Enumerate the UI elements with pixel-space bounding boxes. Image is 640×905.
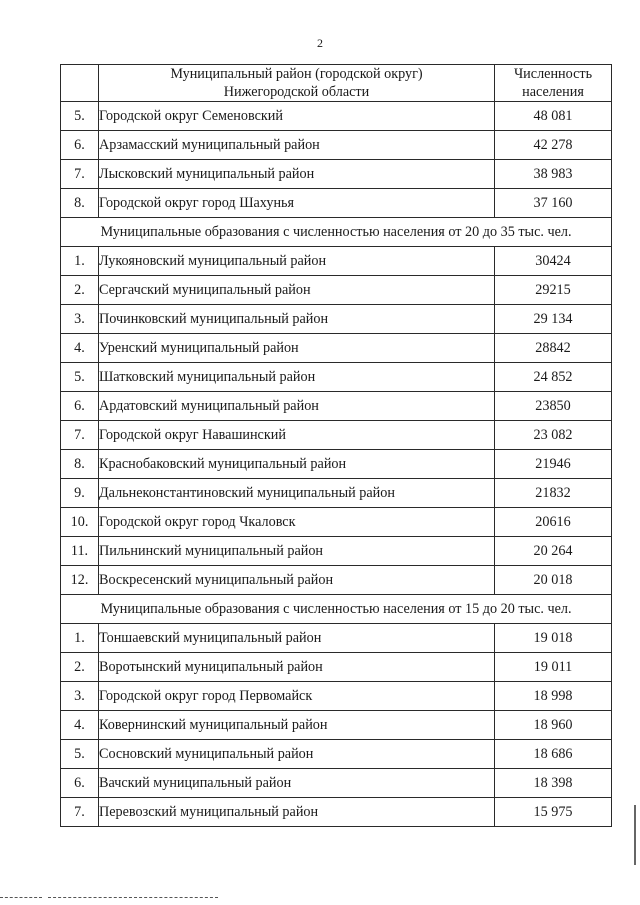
row-number: 2.	[61, 276, 99, 305]
row-name: Лукояновский муниципальный район	[99, 247, 495, 276]
table-row	[61, 479, 612, 508]
row-population: 29215	[495, 276, 612, 305]
row-population: 20616	[495, 508, 612, 537]
row-number: 11.	[61, 537, 99, 566]
row-population: 38 983	[495, 160, 612, 189]
table-row	[61, 305, 612, 334]
row-population: 19 018	[495, 624, 612, 653]
row-number: 1.	[61, 624, 99, 653]
row-name: Арзамасский муниципальный район	[99, 131, 495, 160]
table-header	[61, 65, 612, 102]
row-number: 5.	[61, 363, 99, 392]
row-population: 24 852	[495, 363, 612, 392]
table-row	[61, 769, 612, 798]
row-population: 21946	[495, 450, 612, 479]
row-name: Краснобаковский муниципальный район	[99, 450, 495, 479]
row-population: 28842	[495, 334, 612, 363]
scan-dash-line-left	[0, 897, 42, 898]
row-population: 20 018	[495, 566, 612, 595]
row-population: 18 998	[495, 682, 612, 711]
header-pop-line2: населения	[522, 84, 584, 100]
header-num-cell	[61, 65, 99, 102]
row-number: 8.	[61, 189, 99, 218]
row-name: Городской округ город Чкаловск	[99, 508, 495, 537]
row-name: Сергачский муниципальный район	[99, 276, 495, 305]
row-number: 1.	[61, 247, 99, 276]
row-number: 10.	[61, 508, 99, 537]
row-population: 18 398	[495, 769, 612, 798]
table-row	[61, 247, 612, 276]
row-name: Сосновский муниципальный район	[99, 740, 495, 769]
row-population: 48 081	[495, 102, 612, 131]
row-number: 3.	[61, 682, 99, 711]
row-population: 42 278	[495, 131, 612, 160]
row-name: Лысковский муниципальный район	[99, 160, 495, 189]
row-name: Починковский муниципальный район	[99, 305, 495, 334]
table-row	[61, 189, 612, 218]
table-row	[61, 421, 612, 450]
row-number: 7.	[61, 798, 99, 827]
row-number: 3.	[61, 305, 99, 334]
section-row	[61, 595, 612, 624]
row-population: 30424	[495, 247, 612, 276]
table-row	[61, 653, 612, 682]
table-row	[61, 682, 612, 711]
row-name: Городской округ Навашинский	[99, 421, 495, 450]
row-name: Городской округ город Шахунья	[99, 189, 495, 218]
row-name: Тоншаевский муниципальный район	[99, 624, 495, 653]
row-name: Пильнинский муниципальный район	[99, 537, 495, 566]
table-row	[61, 740, 612, 769]
table-row	[61, 363, 612, 392]
table-row	[61, 566, 612, 595]
header-pop-line1: Численность	[513, 66, 593, 82]
table-row	[61, 798, 612, 827]
page-number: 2	[317, 36, 323, 50]
row-population: 18 686	[495, 740, 612, 769]
header-name-cell	[99, 65, 495, 102]
header-name-line1: Муниципальный район (городской округ)	[170, 66, 423, 82]
row-population: 21832	[495, 479, 612, 508]
row-population: 19 011	[495, 653, 612, 682]
section-title-15-20: Муниципальные образования с численностью населения от 15 до 20 тыс. чел.	[61, 595, 612, 624]
header-row	[61, 65, 612, 102]
row-population: 37 160	[495, 189, 612, 218]
row-name: Воротынский муниципальный район	[99, 653, 495, 682]
row-name: Перевозский муниципальный район	[99, 798, 495, 827]
header-pop-cell	[495, 65, 612, 102]
row-number: 6.	[61, 769, 99, 798]
table-row	[61, 276, 612, 305]
scan-edge-mark	[634, 805, 636, 865]
row-name: Воскресенский муниципальный район	[99, 566, 495, 595]
table-row	[61, 450, 612, 479]
table-row	[61, 334, 612, 363]
table-row	[61, 392, 612, 421]
row-name: Ардатовский муниципальный район	[99, 392, 495, 421]
table-row	[61, 160, 612, 189]
row-population: 18 960	[495, 711, 612, 740]
scan-dash-line-right	[48, 897, 218, 898]
row-name: Городской округ город Первомайск	[99, 682, 495, 711]
table-row	[61, 102, 612, 131]
row-number: 5.	[61, 740, 99, 769]
row-number: 2.	[61, 653, 99, 682]
section-row	[61, 218, 612, 247]
row-population: 20 264	[495, 537, 612, 566]
table-row	[61, 537, 612, 566]
row-name: Уренский муниципальный район	[99, 334, 495, 363]
row-number: 4.	[61, 334, 99, 363]
row-number: 7.	[61, 160, 99, 189]
row-name: Дальнеконстантиновский муниципальный район	[99, 479, 495, 508]
table-row	[61, 508, 612, 537]
row-number: 9.	[61, 479, 99, 508]
table-row	[61, 131, 612, 160]
table-row	[61, 624, 612, 653]
row-number: 7.	[61, 421, 99, 450]
header-name-line2: Нижегородской области	[223, 84, 370, 100]
row-number: 4.	[61, 711, 99, 740]
row-number: 5.	[61, 102, 99, 131]
row-name: Вачский муниципальный район	[99, 769, 495, 798]
row-number: 12.	[61, 566, 99, 595]
row-population: 23 082	[495, 421, 612, 450]
row-name: Ковернинский муниципальный район	[99, 711, 495, 740]
row-number: 6.	[61, 131, 99, 160]
row-number: 6.	[61, 392, 99, 421]
row-name: Шатковский муниципальный район	[99, 363, 495, 392]
section-title-20-35: Муниципальные образования с численностью населения от 20 до 35 тыс. чел.	[61, 218, 612, 247]
table-body	[61, 102, 612, 827]
table-row	[61, 711, 612, 740]
row-population: 29 134	[495, 305, 612, 334]
row-number: 8.	[61, 450, 99, 479]
row-population: 15 975	[495, 798, 612, 827]
row-name: Городской округ Семеновский	[99, 102, 495, 131]
row-population: 23850	[495, 392, 612, 421]
population-table	[60, 64, 612, 827]
